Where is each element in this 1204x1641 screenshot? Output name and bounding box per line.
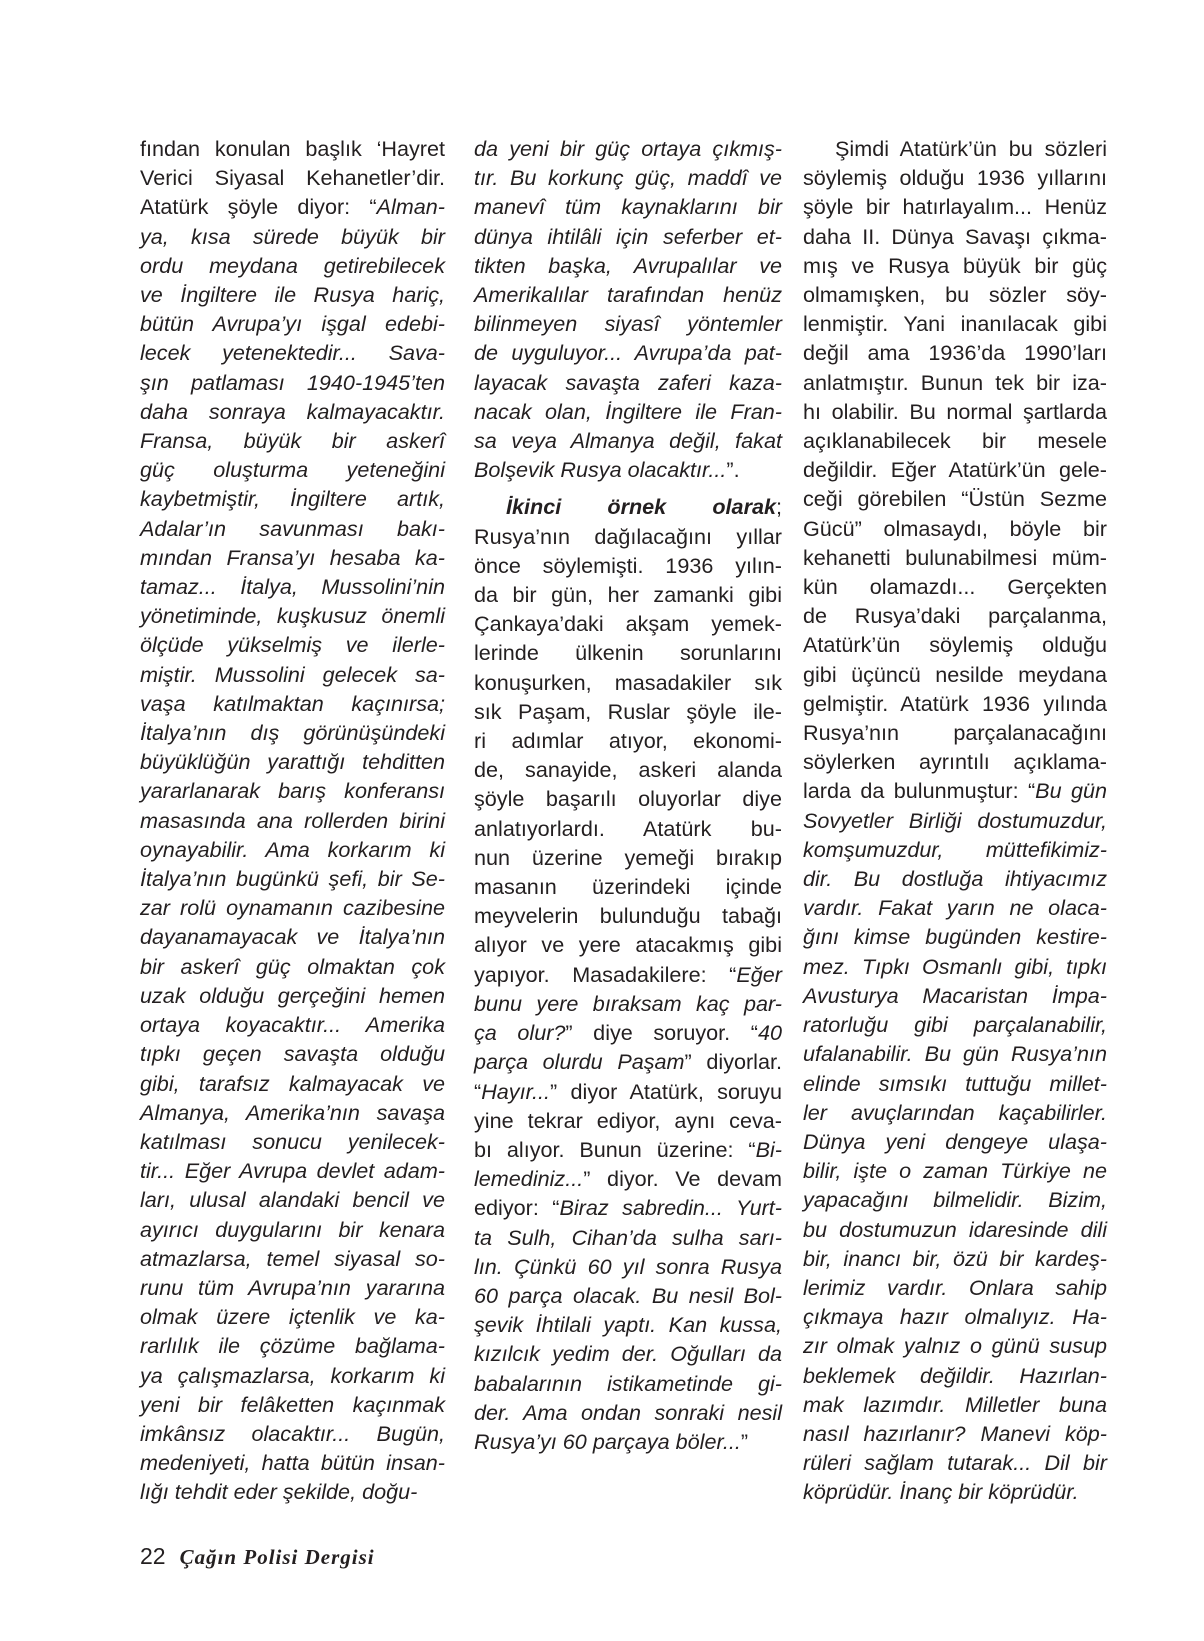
text-line	[474, 697, 782, 726]
text-line	[474, 455, 782, 484]
text-segment: şın patlaması 1940-1945’ten	[140, 369, 445, 395]
text-line	[474, 551, 782, 580]
text-line	[140, 1448, 445, 1477]
text-line	[140, 484, 445, 513]
text-segment: rüleri sağlam tutarak... Dil bir	[803, 1450, 1107, 1476]
text-segment: güç oluşturma yeteneğini	[140, 457, 445, 483]
text-line	[140, 543, 445, 572]
text-line	[140, 1215, 445, 1244]
text-segment: lemediniz...	[474, 1166, 584, 1192]
text-segment: tir... Eğer Avrupa devlet adam-	[140, 1158, 445, 1184]
text-segment: anlatmıştır. Bunun tek bir iza-	[803, 369, 1107, 395]
text-line	[140, 1477, 445, 1506]
text-line	[803, 1127, 1107, 1156]
text-segment: kehanetti bulunabilmesi müm-	[803, 544, 1107, 570]
text-segment: İtalya’nın bugünkü şefi, bir Se-	[140, 866, 445, 892]
text-line	[803, 1010, 1107, 1039]
text-segment: katılması sonucu yenilecek-	[140, 1128, 445, 1154]
text-segment: bir, inancı bir, özü bir kardeş-	[803, 1245, 1107, 1271]
text-segment: manevî tüm kaynaklarını bir	[474, 194, 782, 220]
text-segment: ordu meydana getirebilecek	[140, 252, 445, 278]
text-line	[474, 1018, 782, 1047]
text-line	[803, 776, 1107, 805]
text-segment: ölçüde yükselmiş ve ilerle-	[140, 632, 445, 658]
text-line	[140, 776, 445, 805]
text-line	[803, 922, 1107, 951]
text-segment: değil ama 1936’da 1990’ları	[803, 340, 1107, 366]
text-segment: lın. Çünkü 60 yıl sonra Rusya	[474, 1253, 782, 1279]
text-line	[803, 338, 1107, 367]
text-segment: kaybetmiştir, İngiltere artık,	[140, 486, 445, 512]
text-line	[803, 455, 1107, 484]
text-line	[140, 922, 445, 951]
text-line	[474, 1164, 782, 1193]
text-segment: nasıl hazırlanır? Manevi köp-	[803, 1420, 1107, 1446]
text-line	[803, 660, 1107, 689]
text-line	[474, 1398, 782, 1427]
text-line	[140, 1361, 445, 1390]
paragraph-gap	[474, 484, 782, 492]
text-line	[803, 1273, 1107, 1302]
text-segment: vaşa katılmaktan kaçınırsa;	[140, 690, 445, 716]
text-segment: ri adımlar atıyor, ekonomi-	[474, 728, 782, 754]
text-line	[803, 1039, 1107, 1068]
text-line	[803, 368, 1107, 397]
text-line	[140, 689, 445, 718]
text-segment: 60 parça olacak. Bu nesil Bol-	[474, 1282, 782, 1308]
text-segment: oynayabilir. Ama korkarım ki	[140, 836, 445, 862]
text-segment: lığı tehdit eder şekilde, doğu-	[140, 1479, 418, 1505]
text-line	[140, 1273, 445, 1302]
text-segment: Sovyetler Birliği dostumuzdur,	[803, 807, 1107, 833]
text-line	[140, 1098, 445, 1127]
text-segment: ” diyor. Ve devam	[583, 1166, 782, 1192]
text-line	[803, 572, 1107, 601]
text-line	[803, 397, 1107, 426]
text-segment: medeniyeti, hatta bütün insan-	[140, 1450, 445, 1476]
text-segment: Biraz sabredin... Yurt-	[559, 1195, 782, 1221]
text-segment: sık Paşam, Ruslar şöyle ile-	[474, 698, 782, 724]
text-line	[140, 192, 445, 221]
text-segment: bir askerî güç olmaktan çok	[140, 953, 445, 979]
text-line	[140, 1331, 445, 1360]
text-segment: ya çalışmazlarsa, korkarım ki	[140, 1362, 445, 1388]
text-line	[474, 1106, 782, 1135]
text-line	[140, 1127, 445, 1156]
text-line	[140, 1244, 445, 1273]
text-segment: ayırıcı duygularını bir kenara	[140, 1216, 445, 1242]
text-line	[474, 280, 782, 309]
text-segment: ” diyor Atatürk, soruyu	[550, 1078, 782, 1104]
text-line	[140, 747, 445, 776]
text-segment: ratorluğu gibi parçalanabilir,	[803, 1012, 1107, 1038]
text-line	[140, 338, 445, 367]
text-segment: Fransa, büyük bir askerî	[140, 428, 445, 454]
text-segment: dayanamayacak ve İtalya’nın	[140, 924, 445, 950]
text-line	[474, 1252, 782, 1281]
text-segment: Eğer	[736, 961, 782, 987]
text-segment: ceği görebilen “Üstün Sezme	[803, 486, 1107, 512]
text-line	[474, 1047, 782, 1076]
text-line	[803, 689, 1107, 718]
text-segment: kızılcık yedim der. Oğulları da	[474, 1341, 782, 1367]
text-segment: ;	[776, 494, 782, 520]
text-line	[803, 893, 1107, 922]
text-line	[474, 1427, 782, 1456]
text-line	[803, 718, 1107, 747]
text-line	[474, 1135, 782, 1164]
text-line	[140, 1390, 445, 1419]
text-segment: masasında ana rollerden birini	[140, 807, 445, 833]
text-segment: 40	[757, 1020, 782, 1046]
text-segment: olmamışken, bu sözler söy-	[803, 282, 1107, 308]
text-segment: beklemek değildir. Hazırlan-	[803, 1362, 1107, 1388]
text-line	[140, 514, 445, 543]
text-line	[803, 1215, 1107, 1244]
text-line	[803, 134, 1107, 163]
text-segment: tamaz... İtalya, Mussolini’nin	[140, 574, 445, 600]
text-line	[140, 280, 445, 309]
text-segment: bı alıyor. Bunun üzerine: “	[474, 1136, 756, 1162]
text-line	[474, 1310, 782, 1339]
text-line	[474, 397, 782, 426]
text-line	[140, 251, 445, 280]
text-line	[803, 1331, 1107, 1360]
text-line	[474, 1281, 782, 1310]
text-line	[803, 1156, 1107, 1185]
text-segment: Rusya’nın parçalanacağını	[803, 720, 1107, 746]
text-segment: dir. Bu dostluğa ihtiyacımız	[803, 866, 1107, 892]
text-segment: konuşurken, masadakiler sık	[474, 669, 782, 695]
text-segment: söylerken ayrıntılı açıklama-	[803, 749, 1107, 775]
text-segment: büyüklüğün yarattığı tehditten	[140, 749, 445, 775]
text-segment: elinde sımsıkı tuttuğu millet-	[803, 1070, 1107, 1096]
text-line	[474, 668, 782, 697]
text-column-2	[474, 134, 782, 1456]
text-segment: uzak olduğu gerçeğini hemen	[140, 982, 445, 1008]
text-segment: vardır. Fakat yarın ne olaca-	[803, 895, 1107, 921]
page-footer	[140, 1543, 375, 1579]
text-segment: ”	[740, 1428, 749, 1454]
text-segment: ları, ulusal alandaki bencil ve	[140, 1187, 445, 1213]
text-line	[803, 1098, 1107, 1127]
text-line	[140, 1069, 445, 1098]
text-segment: köprüdür. İnanç bir köprüdür.	[803, 1479, 1079, 1505]
text-segment: yönetiminde, kuşkusuz önemli	[140, 603, 445, 629]
text-line	[474, 638, 782, 667]
text-segment: parça olurdu Paşam	[474, 1049, 685, 1075]
text-segment: alıyor ve yere atacakmış gibi	[474, 932, 782, 958]
text-segment: Adalar’ın savunması bakı-	[140, 515, 445, 541]
text-segment: de Rusya’daki parçalanma,	[803, 603, 1107, 629]
text-segment: yararlanarak barış konferansı	[140, 778, 445, 804]
text-segment: meyvelerin bulunduğu tabağı	[474, 903, 782, 929]
text-segment: ya, kısa sürede büyük bir	[140, 223, 445, 249]
text-line	[474, 251, 782, 280]
text-line	[474, 1339, 782, 1368]
text-segment: gibi üçüncü nesilde meydana	[803, 661, 1107, 687]
text-segment: bu dostumuzun idaresinde dili	[803, 1216, 1107, 1242]
text-segment: lerimiz vardır. Onlara sahip	[803, 1274, 1107, 1300]
text-line	[474, 192, 782, 221]
text-segment: larda da bulunmuştur: “	[803, 778, 1036, 804]
text-line	[140, 1419, 445, 1448]
text-segment: hı olabilir. Bu normal şartlarda	[803, 398, 1107, 424]
text-segment: atmazlarsa, temel siyasal so-	[140, 1245, 445, 1271]
text-segment: İkinci örnek olarak	[506, 494, 776, 520]
text-segment: ça olur?	[474, 1020, 566, 1046]
text-segment: şevik İhtilali yaptı. Kan kussa,	[474, 1312, 782, 1338]
text-segment: Atatürk’ün söylemiş olduğu	[803, 632, 1107, 658]
text-line	[474, 1369, 782, 1398]
text-line	[474, 309, 782, 338]
text-line	[140, 572, 445, 601]
text-line	[140, 1185, 445, 1214]
text-line	[803, 1302, 1107, 1331]
text-segment: ve İngiltere ile Rusya hariç,	[140, 282, 445, 308]
text-segment: fından konulan başlık ‘Hayret	[140, 136, 445, 161]
magazine-title: Çağın Polisi Dergisi	[179, 1545, 375, 1569]
text-line	[140, 222, 445, 251]
text-segment: Çankaya’daki akşam yemek-	[474, 611, 782, 637]
text-segment: Rusya’yı 60 parçaya böler...	[474, 1428, 741, 1454]
text-segment: kün olamazdı... Gerçekten	[803, 574, 1107, 600]
text-segment: mez. Tıpkı Osmanlı gibi, tıpkı	[803, 953, 1107, 979]
text-segment: tikten başka, Avrupalılar ve	[474, 252, 782, 278]
text-segment: dünya ihtilâli için seferber et-	[474, 223, 782, 249]
text-line	[474, 784, 782, 813]
text-segment: şöyle başarılı oluyorlar diye	[474, 786, 782, 812]
text-line	[803, 1361, 1107, 1390]
text-line	[803, 806, 1107, 835]
text-segment: Amerikalılar tarafından henüz	[474, 282, 782, 308]
text-segment: da bir gün, her zamanki gibi	[474, 582, 782, 608]
text-segment: anlatıyorlardı. Atatürk bu-	[474, 815, 782, 841]
text-segment: İtalya’nın dış görünüşündeki	[140, 720, 445, 746]
text-segment: değildir. Eğer Atatürk’ün gele-	[803, 457, 1107, 483]
text-line	[803, 1069, 1107, 1098]
text-line	[474, 726, 782, 755]
text-segment: Atatürk şöyle diyor: “	[140, 194, 377, 220]
text-segment: masanın üzerindeki içinde	[474, 874, 782, 900]
text-segment: Gücü” olmasaydı, böyle bir	[803, 515, 1107, 541]
text-segment: ” diye soruyor. “	[565, 1020, 758, 1046]
text-line	[140, 397, 445, 426]
text-segment: ” diyorlar.	[684, 1049, 782, 1075]
text-line	[140, 163, 445, 192]
text-line	[474, 368, 782, 397]
text-segment: açıklanabilecek bir mesele	[803, 428, 1107, 454]
text-line	[140, 630, 445, 659]
text-segment: sa veya Almanya değil, fakat	[474, 428, 782, 454]
text-line	[140, 309, 445, 338]
text-line	[803, 251, 1107, 280]
text-line	[803, 864, 1107, 893]
text-segment: babalarının istikametinde gi-	[474, 1370, 782, 1396]
text-segment: Bolşevik Rusya olacaktır...	[474, 457, 727, 483]
text-line	[803, 514, 1107, 543]
text-segment: ”.	[726, 457, 740, 483]
text-line	[140, 455, 445, 484]
text-segment: ortaya koyacaktır... Amerika	[140, 1012, 445, 1038]
text-segment: de uyguluyor... Avrupa’da pat-	[474, 340, 782, 366]
text-segment: miştir. Mussolini gelecek sa-	[140, 661, 445, 687]
text-line	[140, 601, 445, 630]
text-segment: ğını kimse bugünden kestire-	[803, 924, 1107, 950]
text-line	[803, 1390, 1107, 1419]
text-line	[803, 163, 1107, 192]
text-line	[803, 981, 1107, 1010]
text-segment: lecek yetenektedir... Sava-	[140, 340, 445, 366]
text-line	[803, 1419, 1107, 1448]
text-line	[803, 192, 1107, 221]
text-line	[803, 835, 1107, 864]
text-line	[803, 1244, 1107, 1273]
text-line	[803, 543, 1107, 572]
text-line	[803, 309, 1107, 338]
text-line	[474, 163, 782, 192]
text-segment: bilir, işte o zaman Türkiye ne	[803, 1158, 1107, 1184]
text-segment: Bi-	[755, 1136, 782, 1162]
text-segment: Almanya, Amerika’nın savaşa	[140, 1099, 445, 1125]
text-segment: yeni bir felâketten kaçınmak	[140, 1391, 445, 1417]
text-line	[140, 368, 445, 397]
text-line	[474, 901, 782, 930]
text-line	[474, 1077, 782, 1106]
text-segment: mından Fransa’yı hesaba ka-	[140, 544, 445, 570]
text-segment: zır olmak yalnız o günü susup	[803, 1333, 1107, 1359]
text-segment: ediyor: “	[474, 1195, 560, 1221]
text-line	[803, 630, 1107, 659]
text-segment: bunu yere bıraksam kaç par-	[474, 990, 782, 1016]
text-line	[140, 426, 445, 455]
text-line	[474, 960, 782, 989]
text-segment: komşumuzdur, müttefikimiz-	[803, 836, 1107, 862]
text-segment: yapıyor. Masadakilere: “	[474, 961, 737, 987]
text-segment: gibi, tarafsız kalmayacak ve	[140, 1070, 445, 1096]
text-line	[474, 989, 782, 1018]
text-segment: daha II. Dünya Savaşı çıkma-	[803, 223, 1107, 249]
text-line	[474, 338, 782, 367]
text-line	[140, 835, 445, 864]
text-line	[803, 952, 1107, 981]
text-line	[803, 1448, 1107, 1477]
text-segment: daha sonraya kalmayacaktır.	[140, 398, 445, 424]
text-segment: rarlılık ile çözüme bağlama-	[140, 1333, 445, 1359]
text-line	[140, 981, 445, 1010]
text-line	[474, 1193, 782, 1222]
text-segment: Şimdi Atatürk’ün bu sözleri	[835, 136, 1107, 161]
text-line	[474, 872, 782, 901]
text-segment: çıkmaya hazır olmalıyız. Ha-	[803, 1304, 1107, 1330]
text-line	[140, 1302, 445, 1331]
text-segment: Rusya’nın dağılacağını yıllar	[474, 523, 782, 549]
text-segment: lerinde ülkenin sorunlarını	[474, 640, 782, 666]
text-segment: gelmiştir. Atatürk 1936 yılında	[803, 690, 1107, 716]
text-segment: yapacağını bilmelidir. Bizim,	[803, 1187, 1107, 1213]
text-line	[140, 1010, 445, 1039]
text-segment: Alman-	[376, 194, 445, 220]
text-line	[140, 952, 445, 981]
text-segment: der. Ama ondan sonraki nesil	[474, 1399, 782, 1425]
text-segment: mak lazımdır. Milletler buna	[803, 1391, 1107, 1417]
text-segment: de, sanayide, askeri alanda	[474, 757, 782, 783]
text-line	[474, 609, 782, 638]
text-line	[140, 806, 445, 835]
text-line	[474, 930, 782, 959]
text-line	[140, 864, 445, 893]
text-segment: layacak savaşta zaferi kaza-	[474, 369, 782, 395]
text-segment: imkânsız olacaktır... Bugün,	[140, 1420, 445, 1446]
text-segment: Bu gün	[1035, 778, 1107, 804]
text-segment: ler avuçlarından kaçabilirler.	[803, 1099, 1107, 1125]
text-line	[803, 1185, 1107, 1214]
text-segment: tır. Bu korkunç güç, maddî ve	[474, 165, 782, 191]
text-segment: Verici Siyasal Kehanetler’dir.	[140, 165, 445, 191]
text-segment: nacak olan, İngiltere ile Fran-	[474, 398, 782, 424]
text-line	[803, 426, 1107, 455]
text-line	[474, 134, 782, 163]
text-line	[803, 747, 1107, 776]
text-line	[474, 814, 782, 843]
text-segment: lenmiştir. Yani inanılacak gibi	[803, 311, 1107, 337]
text-line	[140, 1156, 445, 1185]
text-line	[474, 222, 782, 251]
text-segment: yine tekrar ediyor, aynı ceva-	[474, 1107, 782, 1133]
text-line	[140, 893, 445, 922]
text-segment: tıpkı geçen savaşta olduğu	[140, 1041, 445, 1067]
text-segment: Avusturya Macaristan İmpa-	[803, 982, 1107, 1008]
text-segment: zar rolü oynamanın cazibesine	[140, 895, 445, 921]
text-line	[474, 755, 782, 784]
text-line	[803, 280, 1107, 309]
text-line	[474, 1223, 782, 1252]
text-line	[140, 134, 445, 163]
text-segment: olmak üzere içtenlik ve ka-	[140, 1304, 445, 1330]
text-line	[474, 580, 782, 609]
text-segment: ufalanabilir. Bu gün Rusya’nın	[803, 1041, 1107, 1067]
text-segment: Hayır...	[481, 1078, 550, 1104]
text-column-1	[140, 134, 445, 1507]
text-segment: runu tüm Avrupa’nın yararına	[140, 1274, 445, 1300]
text-column-3	[803, 134, 1107, 1507]
text-segment: şöyle bir hatırlayalım... Henüz	[803, 194, 1107, 220]
text-segment: ta Sulh, Cihan’da sulha sarı-	[474, 1224, 782, 1250]
text-segment: mış ve Rusya büyük bir güç	[803, 252, 1107, 278]
text-line	[474, 426, 782, 455]
text-segment: Dünya yeni dengeye ulaşa-	[803, 1128, 1107, 1154]
text-segment: söylemiş olduğu 1936 yıllarını	[803, 165, 1107, 191]
text-line	[474, 522, 782, 551]
text-line	[140, 1039, 445, 1068]
page-number: 22	[140, 1543, 166, 1569]
text-line	[803, 1477, 1107, 1506]
text-line	[474, 492, 782, 521]
text-line	[803, 222, 1107, 251]
text-line	[803, 484, 1107, 513]
text-segment: bütün Avrupa’yı işgal edebi-	[140, 311, 445, 337]
text-segment: “	[474, 1078, 482, 1104]
text-line	[803, 601, 1107, 630]
text-segment: bilinmeyen siyasî yöntemler	[474, 311, 782, 337]
text-segment: da yeni bir güç ortaya çıkmış-	[474, 136, 782, 161]
text-line	[474, 843, 782, 872]
text-segment: nun üzerine yemeği bırakıp	[474, 844, 782, 870]
text-segment: önce söylemişti. 1936 yılın-	[474, 552, 782, 578]
text-line	[140, 660, 445, 689]
text-line	[140, 718, 445, 747]
